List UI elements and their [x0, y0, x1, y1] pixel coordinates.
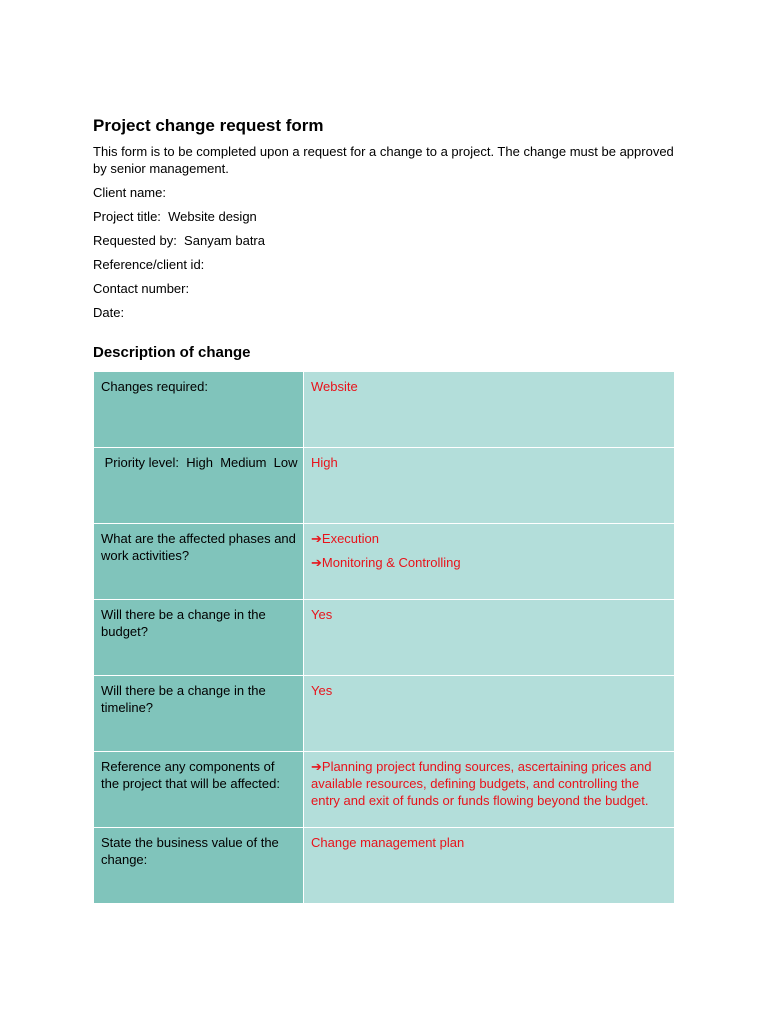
- answer-text: High: [311, 455, 338, 470]
- form-title: Project change request form: [93, 116, 324, 135]
- table-row: [94, 828, 675, 904]
- answer-text: Yes: [311, 607, 333, 622]
- field-reference-id: Reference/client id:: [93, 257, 205, 272]
- question-cell: Changes required:: [94, 372, 304, 448]
- answer-text: Change management plan: [311, 835, 465, 850]
- table-row: [94, 600, 675, 676]
- table-row: [94, 524, 675, 600]
- table-row: [94, 752, 675, 828]
- answer-cell: [304, 524, 675, 600]
- question-cell: State the business value of the change:: [94, 828, 304, 904]
- field-date: Date:: [93, 305, 125, 320]
- table-row: [94, 676, 675, 752]
- answer-text: Website: [311, 379, 358, 394]
- question-cell: Will there be a change in the budget?: [94, 600, 304, 676]
- answer-text: ➔Monitoring & Controlling: [311, 555, 461, 570]
- answer-text: Yes: [311, 683, 333, 698]
- question-cell: What are the affected phases and work activities?: [94, 524, 304, 600]
- question-cell: Priority level: High Medium Low: [94, 448, 304, 524]
- question-cell: Reference any components of the project that will be affected:: [94, 752, 304, 828]
- table-row: [94, 372, 675, 448]
- answer-cell: [304, 828, 675, 904]
- answer-cell: [304, 752, 675, 828]
- field-requested-by: Requested by: Sanyam batra: [93, 233, 265, 248]
- section-title: Description of change: [93, 344, 251, 361]
- answer-cell: [304, 372, 675, 448]
- field-contact-number: Contact number:: [93, 281, 190, 296]
- answer-cell: [304, 600, 675, 676]
- answer-text: ➔Execution: [311, 531, 379, 546]
- field-project-title: Project title: Website design: [93, 209, 257, 224]
- answer-text: ➔Planning project funding sources, ascertaining prices and available resources, defining budgets, and controlling the entry and exit of funds or funds flowing beyond the budget.: [311, 759, 652, 808]
- field-client-name: Client name:: [93, 185, 166, 200]
- question-cell: Will there be a change in the timeline?: [94, 676, 304, 752]
- answer-cell: [304, 448, 675, 524]
- change-description-table: [93, 371, 675, 904]
- answer-cell: [304, 676, 675, 752]
- table-row: [94, 448, 675, 524]
- form-intro: This form is to be completed upon a request for a change to a project. The change must be approved by senior management.: [93, 144, 674, 176]
